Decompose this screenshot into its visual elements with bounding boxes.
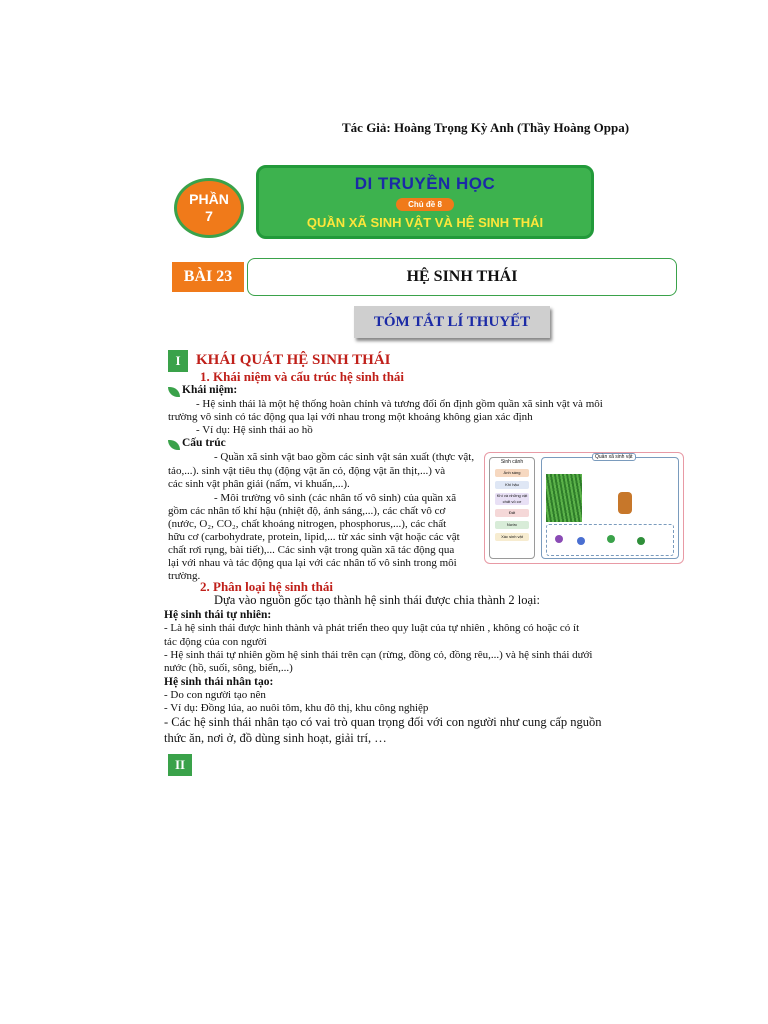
habitat-title: Sinh cảnh <box>500 459 524 465</box>
topic-banner <box>256 165 594 239</box>
section-1-marker: I <box>168 350 188 372</box>
author-line: Tác Giả: Hoàng Trọng Kỳ Anh (Thầy Hoàng Oppa) <box>342 120 630 135</box>
bacteria-icon <box>577 537 585 545</box>
structure-line: (nước, O₂, CO₂, chất khoáng nitrogen, phosphorus,...), các chất <box>168 518 447 530</box>
structure-line: trường. <box>168 570 201 582</box>
part-badge <box>174 178 244 238</box>
concept-example: - Ví dụ: Hệ sinh thái ao hồ <box>196 424 313 436</box>
classify-intro: Dựa vào nguồn gốc tạo thành hệ sinh thái được chia thành 2 loại: <box>214 593 540 607</box>
concept-label: Khái niệm: <box>182 384 238 396</box>
structure-line: hữu cơ (carbohydrate, protein, lipid,... từ xác sinh vật hoặc các vật <box>168 531 460 543</box>
habitat-item: Khí và những vật chất vô cơ <box>496 493 528 504</box>
structure-line: gồm các nhân tố khí hậu (nhiệt độ, ánh sáng,...), các chất vô cơ <box>168 505 446 517</box>
habitat-item: Đất <box>495 509 529 517</box>
natural-label: Hệ sinh thái tự nhiên: <box>164 609 272 621</box>
lesson-label: BÀI 23 <box>172 262 244 292</box>
natural-line: tác động của con người <box>164 636 267 648</box>
summary-heading: TÓM TẮT LÍ THUYẾT <box>354 306 550 338</box>
artificial-line: - Ví dụ: Đồng lúa, ao nuôi tôm, khu đô thị, khu công nghiệp <box>164 702 429 714</box>
subsection-2-title: 2. Phân loại hệ sinh thái <box>200 579 333 594</box>
ecosystem-figure <box>484 452 684 564</box>
leaf-icon <box>168 387 180 397</box>
habitat-item: Ánh sáng <box>495 469 529 477</box>
concept-text-1: - Hệ sinh thái là một hệ thống hoàn chỉnh và tương đối ổn định gồm quần xã sinh vật và môi <box>196 398 603 410</box>
natural-line: - Là hệ sinh thái được hình thành và phát triển theo quy luật của tự nhiên , không có hoặc có ít <box>164 622 580 634</box>
grass-image <box>546 474 582 522</box>
plant-icon <box>607 535 615 543</box>
artificial-role: - Các hệ sinh thái nhân tạo có vai trò quan trọng đối với con người như cung cấp nguồn <box>164 715 602 729</box>
decomposer-band <box>546 524 674 556</box>
natural-line: - Hệ sinh thái tự nhiên gồm hệ sinh thái trên cạn (rừng, đồng cỏ, đồng rêu,...) và hệ sinh thái dưới <box>164 649 593 661</box>
part-number: 7 <box>205 208 213 224</box>
tiger-image <box>618 492 632 514</box>
subsection-1-title: 1. Khái niệm và cấu trúc hệ sinh thái <box>200 369 405 384</box>
community-title: Quần xã sinh vật <box>592 453 636 461</box>
artificial-line: - Do con người tạo nên <box>164 689 266 701</box>
artificial-label: Hệ sinh thái nhân tạo: <box>164 676 274 688</box>
structure-line: lại với nhau và tác động qua lại với các nhân tố vô sinh trong môi <box>168 557 457 569</box>
leaf-icon <box>168 440 180 450</box>
topic-pill: Chủ đề 8 <box>396 198 454 211</box>
banner-subtitle: QUẦN XÃ SINH VẬT VÀ HỆ SINH THÁI <box>306 215 544 230</box>
community-box <box>541 454 679 559</box>
natural-line: nước (hồ, suối, sông, biển,...) <box>164 662 293 674</box>
section-1-title: KHÁI QUÁT HỆ SINH THÁI <box>196 352 391 368</box>
structure-label: Cấu trúc <box>182 437 226 449</box>
artificial-role: thức ăn, nơi ở, đồ dùng sinh hoạt, giải trí, … <box>164 731 387 745</box>
lesson-title: HỆ SINH THÁI <box>247 258 677 296</box>
fungus-icon <box>555 535 563 543</box>
habitat-item: Xác sinh vật <box>495 533 529 541</box>
tree-icon <box>637 537 645 545</box>
structure-line: - Môi trường vô sinh (các nhân tố vô sinh) của quần xã <box>214 492 457 504</box>
section-2-marker: II <box>168 754 192 776</box>
structure-line: tảo,...). sinh vật tiêu thụ (động vật ăn cỏ, động vật ăn thịt,...) và <box>168 465 446 477</box>
structure-line: các sinh vật phân giải (nấm, vi khuẩn,...). <box>168 478 350 490</box>
structure-line: chất rơi rụng, bài tiết),... Các sinh vật trong quần xã tác động qua <box>168 544 455 556</box>
habitat-column <box>489 457 535 559</box>
habitat-item: Khí hậu <box>495 481 529 489</box>
banner-title: DI TRUYỀN HỌC <box>354 174 496 193</box>
concept-text-2: trường vô sinh có tác động qua lại với nhau trong một khoảng không gian xác định <box>168 411 533 423</box>
part-label: PHẦN <box>189 191 229 207</box>
habitat-item: Nước <box>495 521 529 529</box>
structure-line: - Quần xã sinh vật bao gồm các sinh vật sản xuất (thực vật, <box>214 451 475 463</box>
